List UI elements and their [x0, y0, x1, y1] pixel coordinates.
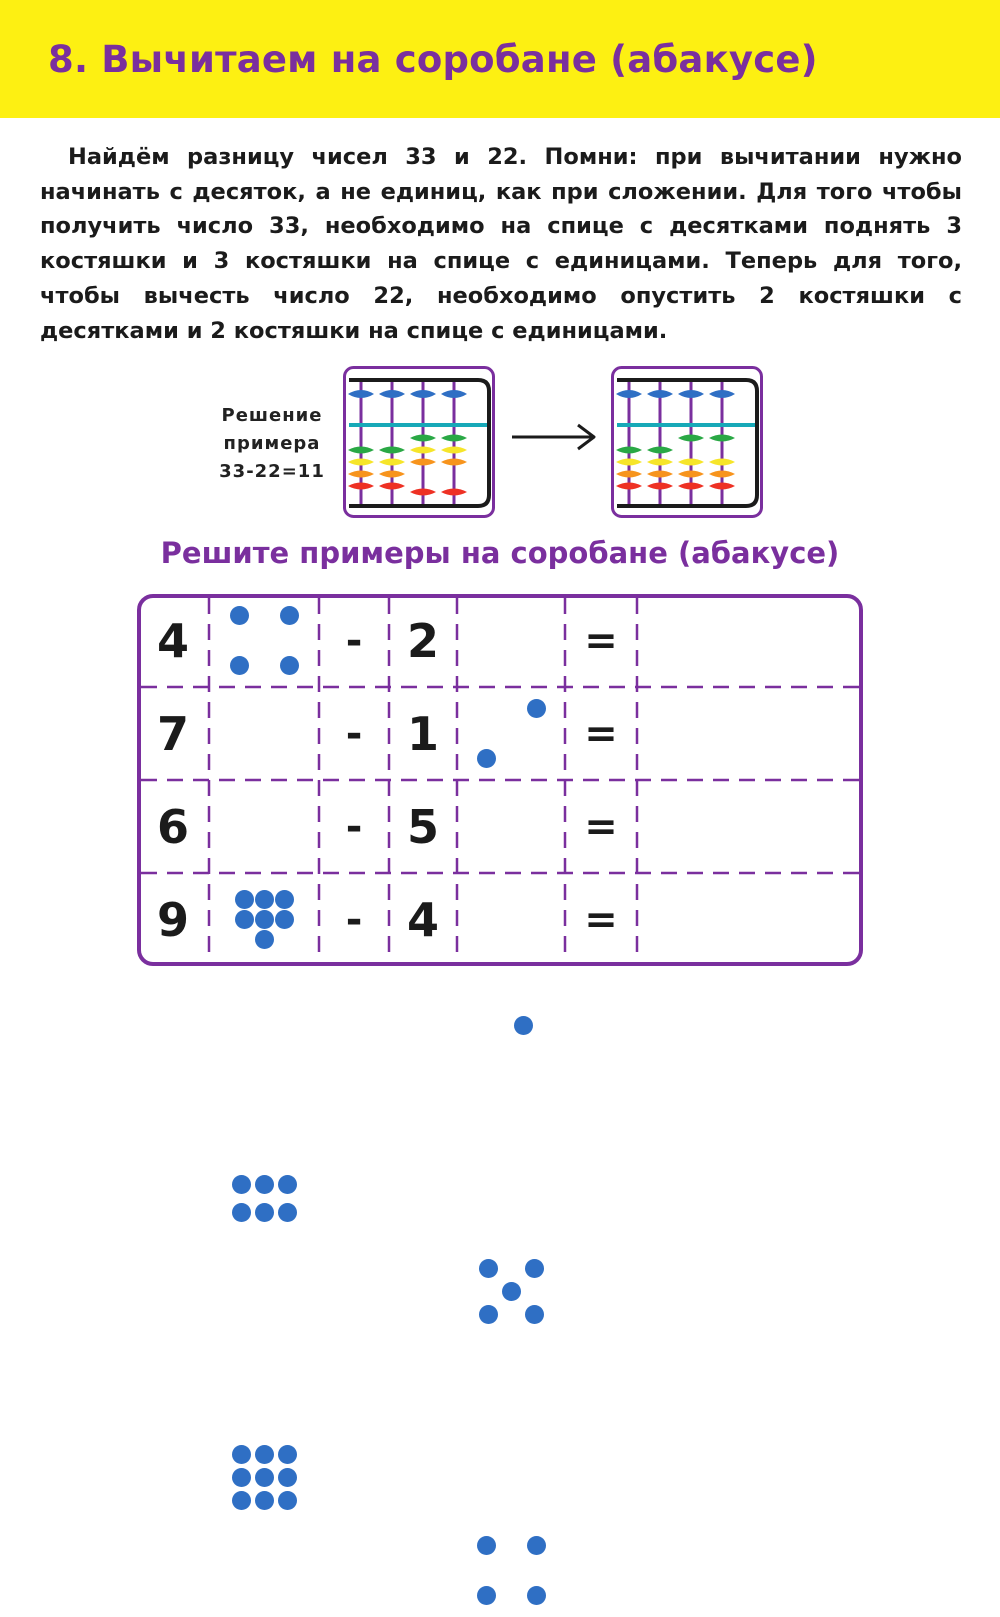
count-dot: [477, 1586, 496, 1605]
count-dot: [527, 699, 546, 718]
subtrahend-dots: [457, 1245, 565, 1338]
minuend-number: 9: [156, 892, 189, 947]
subtrahend-number: 4: [406, 892, 439, 947]
count-dot: [255, 910, 274, 929]
count-dot: [255, 890, 274, 909]
abacus-beam: [617, 423, 755, 427]
minuend-dots: [209, 594, 319, 687]
subtrahend-dots: [457, 966, 565, 1059]
subtrahend-number: 5: [406, 799, 439, 854]
count-dot: [479, 1305, 498, 1324]
count-dot: [278, 1491, 297, 1510]
count-dot: [255, 1175, 274, 1194]
minuend-number: 4: [156, 613, 189, 668]
count-dot: [235, 910, 254, 929]
count-dot: [235, 890, 254, 909]
count-dot: [278, 1175, 297, 1194]
intro-text: Найдём разницу чисел 33 и 22. Помни: при вычитании нужно начинать с десяток, а не единиц, как при сложении. Для того чтобы получить число 33, необходимо на спице с десятками поднять 3 костяшки и 3 костяшки на спице с единицами. Теперь для того, чтобы вычесть число 22, необходимо опустить 2 костяшки с десятками и 2 костяшки на спице с единицами.: [40, 144, 962, 344]
count-dot: [255, 1491, 274, 1510]
subtrahend-dots: [457, 1524, 565, 1617]
minuend-dots: [209, 873, 319, 966]
caption-line-2: примера: [223, 433, 321, 454]
minuend-dots: [209, 1431, 319, 1524]
exercises-title: Решите примеры на соробане (абакусе): [160, 536, 840, 570]
minuend-dots: [209, 1152, 319, 1245]
subtrahend-number: 1: [406, 706, 439, 761]
count-dot: [230, 656, 249, 675]
answer-box[interactable]: [637, 687, 863, 780]
count-dot: [232, 1203, 251, 1222]
count-dot: [527, 1586, 546, 1605]
count-dot: [280, 656, 299, 675]
count-dot: [525, 1305, 544, 1324]
equals-sign: =: [584, 896, 618, 943]
example-caption: [212, 402, 332, 486]
count-dot: [232, 1468, 251, 1487]
equals-sign: =: [584, 803, 618, 850]
count-dot: [477, 1536, 496, 1555]
count-dot: [232, 1491, 251, 1510]
count-dot: [278, 1445, 297, 1464]
count-dot: [232, 1175, 251, 1194]
equals-sign: =: [584, 617, 618, 664]
minus-sign: -: [345, 617, 363, 664]
abacus-before-illustration: [343, 366, 495, 518]
answer-box[interactable]: [637, 780, 863, 873]
count-dot: [278, 1203, 297, 1222]
count-dot: [278, 1468, 297, 1487]
count-dot: [232, 1445, 251, 1464]
abacus-beam: [349, 423, 487, 427]
caption-line-1: Решение: [221, 405, 323, 426]
exercise-grid: [137, 594, 863, 966]
count-dot: [525, 1259, 544, 1278]
equals-sign: =: [584, 710, 618, 757]
count-dot: [479, 1259, 498, 1278]
minuend-number: 6: [156, 799, 189, 854]
count-dot: [275, 910, 294, 929]
count-dot: [527, 1536, 546, 1555]
count-dot: [514, 1016, 533, 1035]
page-title: 8. Вычитаем на соробане (абакусе): [48, 38, 818, 81]
count-dot: [255, 1445, 274, 1464]
header-banner: [0, 0, 1000, 118]
caption-line-3: 33-22=11: [219, 461, 325, 482]
count-dot: [255, 1468, 274, 1487]
abacus-card: [613, 368, 762, 517]
count-dot: [255, 930, 274, 949]
minuend-number: 7: [156, 706, 189, 761]
count-dot: [502, 1282, 521, 1301]
minus-sign: -: [345, 710, 363, 757]
arrow-right-icon: [510, 422, 598, 452]
count-dot: [255, 1203, 274, 1222]
answer-box[interactable]: [637, 873, 863, 966]
count-dot: [280, 606, 299, 625]
count-dot: [230, 606, 249, 625]
answer-box[interactable]: [637, 594, 863, 687]
subtrahend-number: 2: [406, 613, 439, 668]
minus-sign: -: [345, 803, 363, 850]
subtrahend-dots: [457, 687, 565, 780]
abacus-after-illustration: [611, 366, 763, 518]
count-dot: [275, 890, 294, 909]
minus-sign: -: [345, 896, 363, 943]
count-dot: [477, 749, 496, 768]
